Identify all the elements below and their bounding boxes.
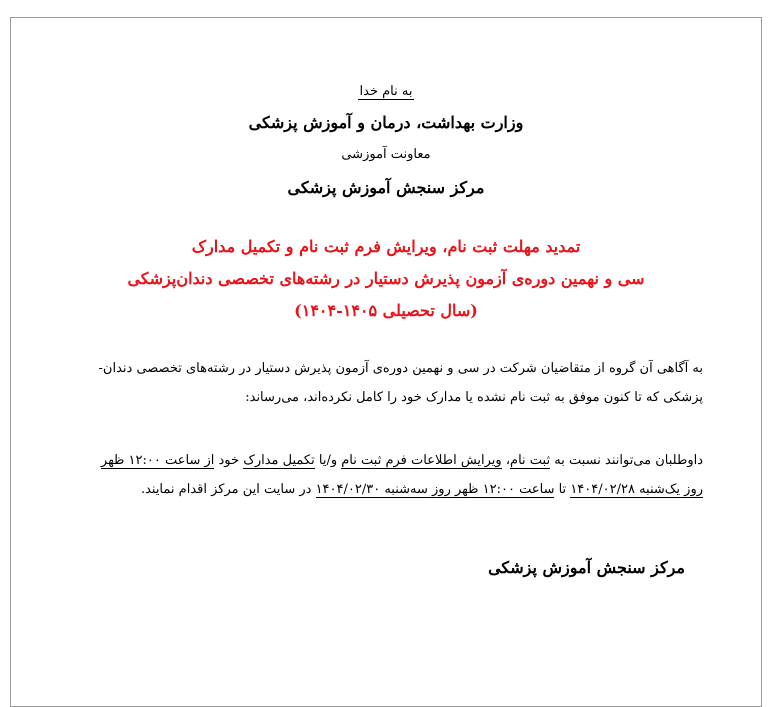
ministry-title: وزارت بهداشت، درمان و آموزش پزشکی bbox=[248, 113, 524, 132]
schedule-text-3: و/یا bbox=[314, 453, 342, 468]
announcement-title-line2: سی و نهمین دوره‌ی آزمون پذیرش دستیار در رشته‌های تخصصی دندان‌پزشکی bbox=[127, 269, 645, 288]
schedule-edit-form: ویرایش اطلاعات فرم ثبت نام bbox=[341, 453, 502, 468]
schedule-registration: ثبت نام bbox=[510, 453, 551, 468]
schedule-start-time: از ساعت ۱۲:۰۰ ظهر bbox=[100, 453, 215, 468]
schedule-text-4: خود bbox=[214, 453, 244, 468]
basmala-line bbox=[11, 84, 761, 99]
basmala-text: به نام خدا bbox=[359, 84, 413, 99]
intro-line-1: به آگاهی آن گروه از متقاضیان شرکت در سی و نهمین دوره‌ی آزمون پذیرش دستیار در رشته‌های تخصصی دندان- bbox=[98, 361, 703, 376]
intro-line-2: پزشکی که تا کنون موفق به ثبت نام نشده یا مدارک خود را کامل نکرده‌اند، می‌رساند: bbox=[245, 390, 703, 405]
schedule-start-date: روز یک‌شنبه ۱۴۰۴/۰۲/۲۸ bbox=[570, 482, 703, 497]
center-title: مرکز سنجش آموزش پزشکی bbox=[287, 178, 485, 197]
schedule-text-2: ، bbox=[501, 453, 511, 468]
schedule-paragraph bbox=[73, 446, 703, 504]
announcement-title-line3: (سال تحصیلی ۱۴۰۵-۱۴۰۴) bbox=[294, 301, 478, 320]
schedule-text-5: تا bbox=[554, 482, 571, 497]
intro-paragraph bbox=[73, 354, 703, 412]
signature: مرکز سنجش آموزش پزشکی bbox=[488, 558, 685, 577]
schedule-text-1: داوطلبان می‌توانند نسبت به bbox=[550, 453, 703, 468]
document-page bbox=[10, 17, 762, 707]
schedule-complete-documents: تکمیل مدارک bbox=[243, 453, 315, 468]
announcement-title-line1: تمدید مهلت ثبت نام، ویرایش فرم ثبت نام و تکمیل مدارک bbox=[191, 237, 581, 256]
deputy-title: معاونت آموزشی bbox=[341, 147, 431, 162]
schedule-text-6: در سایت این مرکز اقدام نمایند. bbox=[140, 482, 316, 497]
schedule-end-datetime: ساعت ۱۲:۰۰ ظهر روز سه‌شنبه ۱۴۰۴/۰۲/۳۰ bbox=[315, 482, 555, 497]
